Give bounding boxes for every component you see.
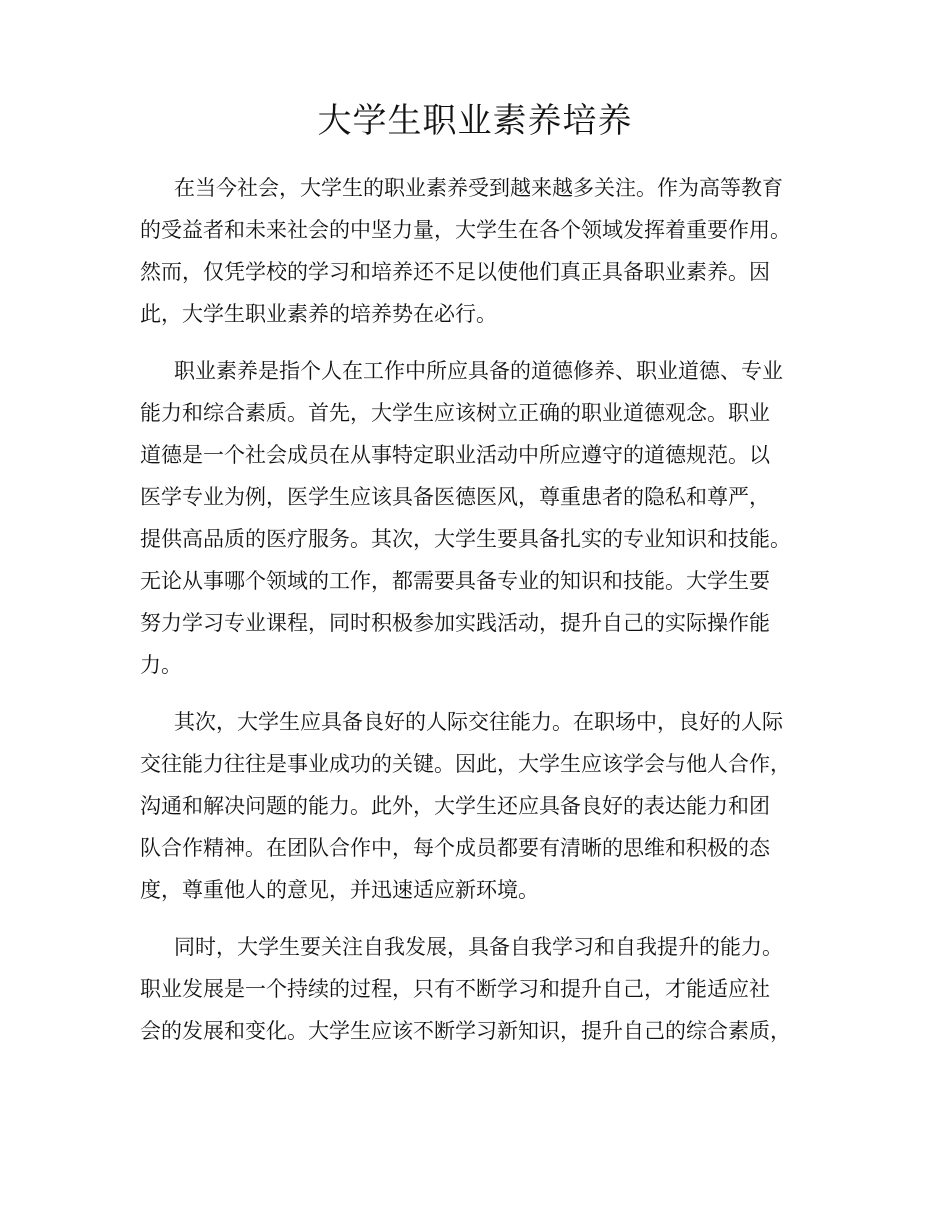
paragraph-3-line-3: 沟通和解决问题的能力。此外，大学生还应具备良好的表达能力和团 <box>140 794 770 818</box>
paragraph-2-line-6: 无论从事哪个领域的工作，都需要具备专业的知识和技能。大学生要 <box>140 569 770 593</box>
paragraph-4-line-1: 同时，大学生要关注自我发展，具备自我学习和自我提升的能力。 <box>174 935 783 959</box>
paragraph-3-line-4: 队合作精神。在团队合作中，每个成员都要有清晰的思维和积极的态 <box>140 836 770 860</box>
paragraph-1-line-4: 此，大学生职业素养的培养势在必行。 <box>140 302 497 326</box>
paragraph-1-line-1: 在当今社会，大学生的职业素养受到越来越多关注。作为高等教育 <box>174 176 783 200</box>
paragraph-4-line-3: 会的发展和变化。大学生应该不断学习新知识，提升自己的综合素质， <box>140 1019 791 1043</box>
paragraph-1-line-2: 的受益者和未来社会的中坚力量，大学生在各个领域发挥着重要作用。 <box>140 218 791 242</box>
paragraph-3-line-5: 度，尊重他人的意见，并迅速适应新环境。 <box>140 878 539 902</box>
document-title: 大学生职业素养培养 <box>317 101 633 141</box>
paragraph-4-line-2: 职业发展是一个持续的过程，只有不断学习和提升自己，才能适应社 <box>140 977 770 1001</box>
paragraph-1-line-3: 然而，仅凭学校的学习和培养还不足以使他们真正具备职业素养。因 <box>140 260 770 284</box>
paragraph-2-line-4: 医学专业为例，医学生应该具备医德医风，尊重患者的隐私和尊严， <box>140 485 770 509</box>
paragraph-2-line-2: 能力和综合素质。首先，大学生应该树立正确的职业道德观念。职业 <box>140 401 770 425</box>
paragraph-3-line-1: 其次，大学生应具备良好的人际交往能力。在职场中，良好的人际 <box>174 710 783 734</box>
paragraph-2-line-5: 提供高品质的医疗服务。其次，大学生要具备扎实的专业知识和技能。 <box>140 527 791 551</box>
paragraph-2-line-3: 道德是一个社会成员在从事特定职业活动中所应遵守的道德规范。以 <box>140 443 770 467</box>
paragraph-2-line-7: 努力学习专业课程，同时积极参加实践活动，提升自己的实际操作能 <box>140 611 770 635</box>
paragraph-2-line-1: 职业素养是指个人在工作中所应具备的道德修养、职业道德、专业 <box>174 359 783 383</box>
paragraph-3-line-2: 交往能力往往是事业成功的关键。因此，大学生应该学会与他人合作， <box>140 752 791 776</box>
paragraph-2-line-8: 力。 <box>140 653 182 677</box>
